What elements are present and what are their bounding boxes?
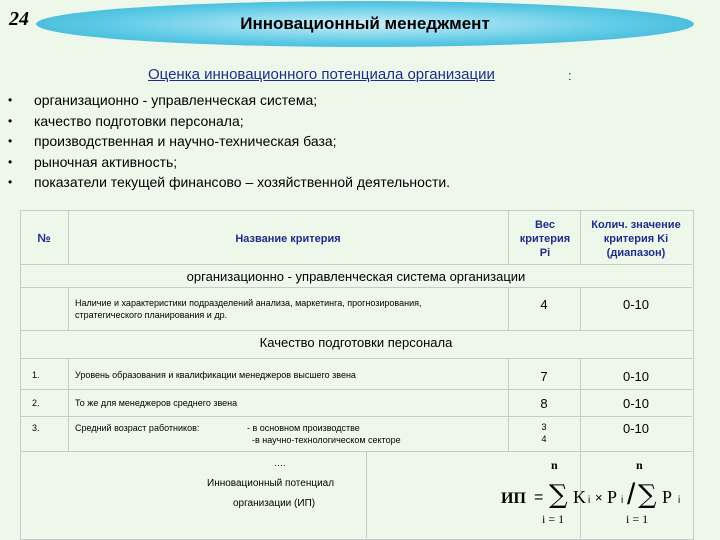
- criterion-num: 1.: [32, 370, 40, 380]
- criterion-weight: 3: [541, 422, 547, 432]
- formula-p: P: [662, 487, 673, 507]
- factor-item: • организационно - управленческая система;: [8, 90, 450, 111]
- sum-upper-limit: n: [636, 458, 643, 472]
- factor-item: • показатели текущей финансово – хозяйственной деятельности.: [8, 172, 450, 193]
- factor-item: • качество подготовки персонала;: [8, 111, 450, 132]
- formula-slash: /: [627, 478, 636, 511]
- innovation-potential-formula: [499, 478, 689, 528]
- ellipsis: ….: [274, 458, 286, 468]
- header-value: Колич. значение критерия Ki (диапазон): [591, 219, 681, 259]
- header-weight: Вес критерия Pi: [519, 219, 571, 259]
- criterion-subitem: -в научно-технологическом секторе: [252, 435, 401, 445]
- subtitle-colon: :: [568, 68, 572, 83]
- slide-number: 24: [9, 8, 29, 30]
- criterion-subitem: - в основном производстве: [247, 423, 360, 433]
- section-org-management: организационно - управленческая система организации: [186, 269, 526, 284]
- slide-title: Инновационный менеджмент: [240, 14, 490, 33]
- criterion-name: Средний возраст работников:: [75, 423, 200, 433]
- criterion-name: То же для менеджеров среднего звена: [75, 398, 238, 408]
- criterion-range: 0-10: [622, 369, 650, 384]
- sigma-icon: ∑: [549, 480, 568, 510]
- criterion-weight: 8: [540, 396, 548, 411]
- factor-item: • производственная и научно-техническая база;: [8, 131, 450, 152]
- formula-index: i: [621, 495, 624, 506]
- sum-upper-limit: n: [551, 458, 558, 472]
- criterion-num: 2.: [32, 398, 40, 408]
- total-label: организации (ИП): [233, 498, 316, 509]
- formula-index: i: [678, 495, 681, 506]
- formula-p: P: [607, 487, 618, 507]
- criterion-range: 0-10: [622, 421, 650, 436]
- criterion-num: 3.: [32, 423, 40, 433]
- sum-lower-limit: i = 1: [626, 512, 649, 526]
- formula-lhs: ИП: [501, 490, 526, 507]
- header-name: Название критерия: [235, 233, 341, 245]
- formula-times: ×: [595, 490, 603, 505]
- criterion-range: 0-10: [622, 396, 650, 411]
- criterion-name: Наличие и характеристики подразделений анализа, маркетинга, прогнозирования, стратегического планирования и др.: [75, 298, 422, 320]
- criterion-range: 0-10: [622, 297, 650, 312]
- criterion-name: Уровень образования и квалификации менеджеров высшего звена: [75, 370, 356, 380]
- section-personnel: Качество подготовки персонала: [259, 335, 453, 350]
- formula-k: K: [573, 487, 586, 507]
- total-label: Инновационный потенциал: [207, 478, 335, 489]
- factor-list: [8, 90, 450, 193]
- formula-index: i: [588, 495, 591, 506]
- title-banner: [36, 1, 694, 47]
- criterion-weight: 7: [540, 369, 548, 384]
- factor-item: • рыночная активность;: [8, 152, 450, 173]
- criterion-weight: 4: [541, 434, 547, 444]
- sigma-icon: ∑: [638, 480, 657, 510]
- subtitle: Оценка инновационного потенциала организации: [148, 66, 495, 83]
- sum-lower-limit: i = 1: [542, 512, 565, 526]
- header-num: №: [37, 231, 51, 245]
- formula-equals: =: [534, 489, 544, 506]
- criterion-weight: 4: [540, 297, 548, 312]
